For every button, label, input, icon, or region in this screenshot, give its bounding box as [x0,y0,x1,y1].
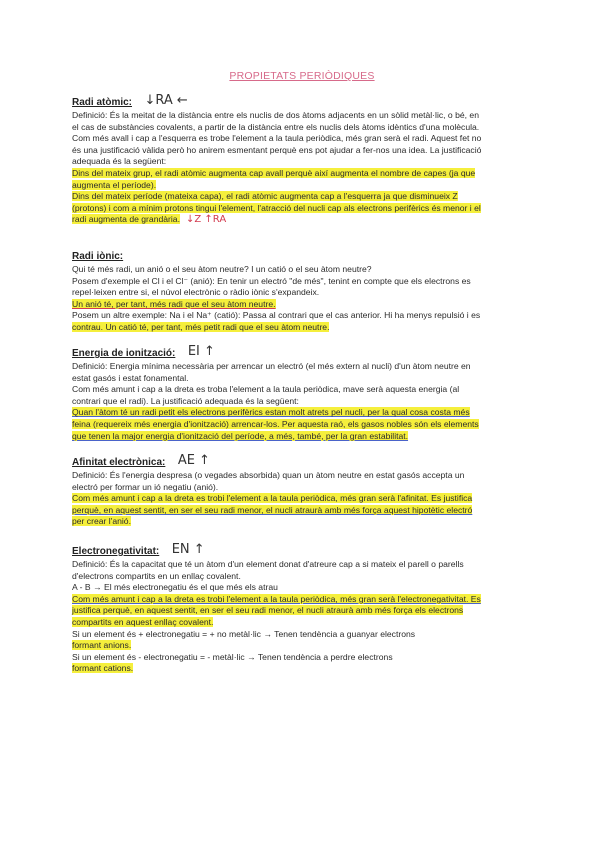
text-line: electró per formar un ió negatiu (anió). [72,481,219,492]
text-line: Com més avall i cap a l'esquerra es trobe l'element a la taula periòdica, més gran serà el radi. Aquest fet no [72,133,482,144]
handwritten-note: AE ↑ [177,453,210,469]
text-line: Si un element és - electronegatiu = - metàl·lic → Tenen tendència a perdre electrons [72,651,393,662]
text-line: contrari que el radi). La justificació adequada és la següent: [72,395,299,406]
handwritten-note: EN ↑ [171,542,205,558]
highlighted-text: contrau. Un catió té, per tant, més petit radi que el seu àtom neutre. [72,321,330,332]
highlighted-text: radi augmenta de grandària. [72,214,180,225]
text-line: el cas de substàncies covalents, a partir de la distància entre els nuclis dels àtoms idèntics d'una molècula. [72,121,480,132]
handwritten-note: ↓RA ← [144,93,188,109]
highlighted-text: perquè, en aquest sentit, en ser el seu radi menor, el nucli atraurà amb més força aquest hipotètic electró [72,504,473,515]
highlighted-text: per crear l'anió. [72,516,131,527]
highlighted-text: justifica perquè, en aquest sentit, en ser el seu radi menor, el nucli atraurà amb més força els electrons [72,605,464,616]
highlighted-text: Dins del mateix grup, el radi atòmic augmenta cap avall perquè així augmenta el nombre de capes (ja que [72,167,476,178]
highlighted-text: Dins del mateix període (mateixa capa), el radi atòmic augmenta cap a l'esquerra ja que disminueix Z [72,191,458,202]
text-line: Posem un altre exemple: Na i el Na⁺ (catió): Passa al contrari que el cas anterior. Hi ha menys repulsió i es [72,310,481,321]
text-line: Si un element és + electronegatiu = + no metàl·lic → Tenen tendència a guanyar electrons [72,628,416,639]
highlighted-text: Un anió té, per tant, més radi que el seu àtom neutre. [72,298,276,309]
section-afinitat-electronica [72,452,532,528]
highlighted-text: que tenen la major energia d'ionització del període, a més, també, per la gran estabilitat. [72,430,409,441]
text-line: Definició: És l'energia despresa (o vegades absorbida) quan un àtom neutre en estat gasós accepta un [72,470,465,480]
section-heading: Energia de ionització: [72,348,176,359]
section-heading: Electronegativitat: [72,546,160,557]
highlighted-text: formant anions. [72,640,132,651]
text-line: Definició: És la capacitat que té un àtom d'un element donat d'atreure cap a si mateix el parell o parells [72,559,464,569]
section-heading: Radi atòmic: [72,97,133,108]
highlighted-text: augmenta el període). [72,179,157,190]
text-line: adequada és la següent: [72,156,167,167]
text-line: A - B → El més electronegatiu és el que més els atrau [72,582,278,593]
section-heading: Radi iònic: [72,251,124,262]
text-line: Qui té més radi, un anió o el seu àtom neutre? I un catió o el seu àtom neutre? [72,264,372,274]
text-line: repel·leixen entre si, el núvol electrònic o ràdio iònic s'expandeix. [72,287,320,298]
section-heading: Afinitat electrònica: [72,457,166,468]
highlighted-text: (protons) i com a mínim protons tingui l'element, l'atracció del nucli cap als electrons perifèrics és menor i el [72,202,481,213]
text-line: d'electrons compartits en un enllaç covalent. [72,570,241,581]
text-line: és una justificació vàlida però ho anirem esmentant perquè ens pot ajudar a fer-nos una idea. La justificació [72,144,482,155]
highlighted-text: Com més amunt i cap a la dreta es trobi l'element a la taula periòdica, més gran serà l'afinitat. Es justifica [72,493,473,504]
section-radi-atomic [72,92,532,226]
text-line: Definició: Energia mínima necessària per arrencar un electró (el més extern al nucli) d'un àtom neutre en [72,361,471,371]
text-line: estat gasós i estat fonamental. [72,372,189,383]
highlighted-text: formant cations. [72,663,134,674]
handwritten-note: EI ↑ [187,344,215,360]
section-energia-ionitzacio [72,343,532,442]
highlighted-text: compartits en aquest enllaç covalent. [72,616,214,627]
section-electronegativitat [72,541,532,675]
text-line: Posem d'exemple el Cl i el Cl⁻ (anió): En tenir un electró "de més", tenint en compte que els electrons es [72,275,471,286]
section-radi-ionic [72,246,532,334]
text-line: Definició: És la meitat de la distància entre els nuclis de dos àtoms adjacents en un sòlid metàl·lic, o bé, en [72,110,479,120]
highlighted-text: Com més amunt i cap a la dreta es trobi l'element a la taula periòdica, més gran serà l'electronegativitat. Es [72,593,481,604]
handwritten-note: ↓Z ↑RA [185,214,227,226]
text-line: Com més amunt i cap a la dreta es troba l'element a la taula periòdica, mave serà aquesta energia (al [72,384,460,395]
page-title: PROPIETATS PERIÒDIQUES [229,70,375,82]
highlighted-text: feina (requereix més energia d'ionització) arrencar-los. Per aquesta raó, els gasos nobles són els elements [72,418,479,429]
highlighted-text: Quan l'àtom té un radi petit els electrons perifèrics estan molt atrets pel nucli, per la qual cosa costa més [72,407,470,418]
